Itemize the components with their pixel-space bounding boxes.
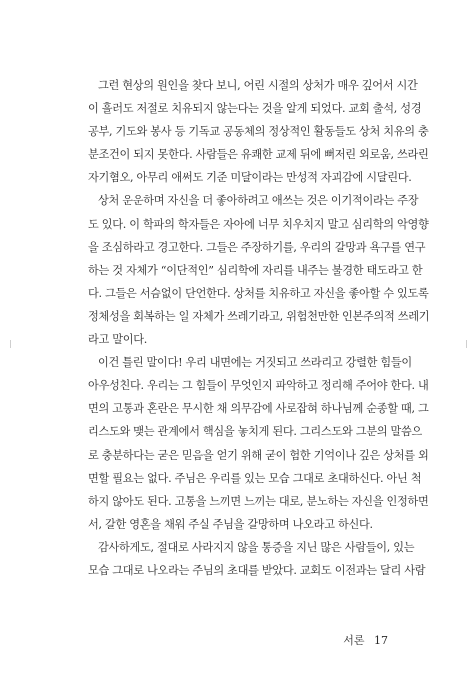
text-line: 다. 그들은 서슴없이 단언한다. 상처를 치유하고 자신을 좋아할 수 있도록 xyxy=(88,286,429,300)
text-line: 면의 고통과 혼란은 무시한 채 의무감에 사로잡혀 하나님께 순종할 때, 그 xyxy=(88,402,429,416)
text-line: 하는 것 자체가 “이단적인” 심리학에 자리를 내주는 불경한 태도라고 한 xyxy=(88,263,423,277)
text-line: 하지 않아도 된다. 고통을 느끼면 느끼는 대로, 분노하는 자신을 인정하면 xyxy=(88,494,429,508)
crop-mark-left xyxy=(10,340,11,348)
text-line: 상처 운운하며 자신을 더 좋아하려고 애쓰는 것은 이기적이라는 주장 xyxy=(98,194,419,208)
text-line: 리스도와 맺는 관계에서 핵심을 놓치게 된다. 그리스도와 그분의 말씀으 xyxy=(88,425,423,439)
page-number: 17 xyxy=(374,634,388,647)
text-line: 라고 말이다. xyxy=(88,333,148,347)
text-line: 모습 그대로 나오라는 주님의 초대를 받았다. 교회도 이전과는 달리 사람 xyxy=(88,563,426,577)
page-footer xyxy=(343,632,388,648)
text-line: 서, 갈한 영혼을 채워 주실 주님을 갈망하며 나오라고 하신다. xyxy=(88,517,373,531)
paragraph xyxy=(88,536,426,582)
text-line: 로 충분하다는 굳은 믿음을 얻기 위해 굳이 험한 기억이나 깊은 상처를 외 xyxy=(88,448,429,462)
text-line: 이건 틀린 말이다! 우리 내면에는 거짓되고 쓰라리고 강렬한 힘들이 xyxy=(98,356,412,370)
crop-mark-right xyxy=(466,340,467,348)
text-line: 면할 필요는 없다. 주님은 우리를 있는 모습 그대로 초대하신다. 아닌 척 xyxy=(88,471,422,485)
text-line: 분조건이 되지 못한다. 사람들은 유쾌한 교제 뒤에 뻐저린 외로움, 쓰라린 xyxy=(88,148,429,162)
paragraph xyxy=(88,74,429,189)
text-line: 을 조심하라고 경고한다. 그들은 주장하기를, 우리의 갈망과 욕구를 연구 xyxy=(88,240,426,254)
text-line: 이 흘러도 저절로 치유되지 않는다는 것을 알게 되었다. 교회 출석, 성경 xyxy=(88,102,422,116)
text-line: 정체성을 회복하는 일 자체가 쓰레기라고, 위험천만한 인본주의적 쓰레기 xyxy=(88,309,430,323)
text-line: 공부, 기도와 봉사 등 기독교 공동체의 정상적인 활동들도 상처 치유의 충 xyxy=(88,125,429,139)
text-line: 감사하게도, 절대로 사라지지 않을 통증을 지닌 많은 사람들이, 있는 xyxy=(98,540,415,554)
text-line: 도 있다. 이 학파의 학자들은 자아에 너무 치우치지 말고 심리학의 악영향 xyxy=(88,217,429,231)
section-title: 서론 xyxy=(343,634,365,647)
text-line: 자기혐오, 아무리 애써도 기준 미달이라는 만성적 자괴감에 시달린다. xyxy=(88,171,412,185)
paragraph xyxy=(88,189,430,351)
text-line: 그런 현상의 원인을 찾다 보니, 어린 시절의 상처가 매우 깊어서 시간 xyxy=(98,79,418,92)
body-text xyxy=(88,74,430,582)
text-line: 아우성친다. 우리는 그 힘들이 무엇인지 파악하고 정리해 주어야 한다. 내 xyxy=(88,379,429,393)
paragraph xyxy=(88,351,429,536)
